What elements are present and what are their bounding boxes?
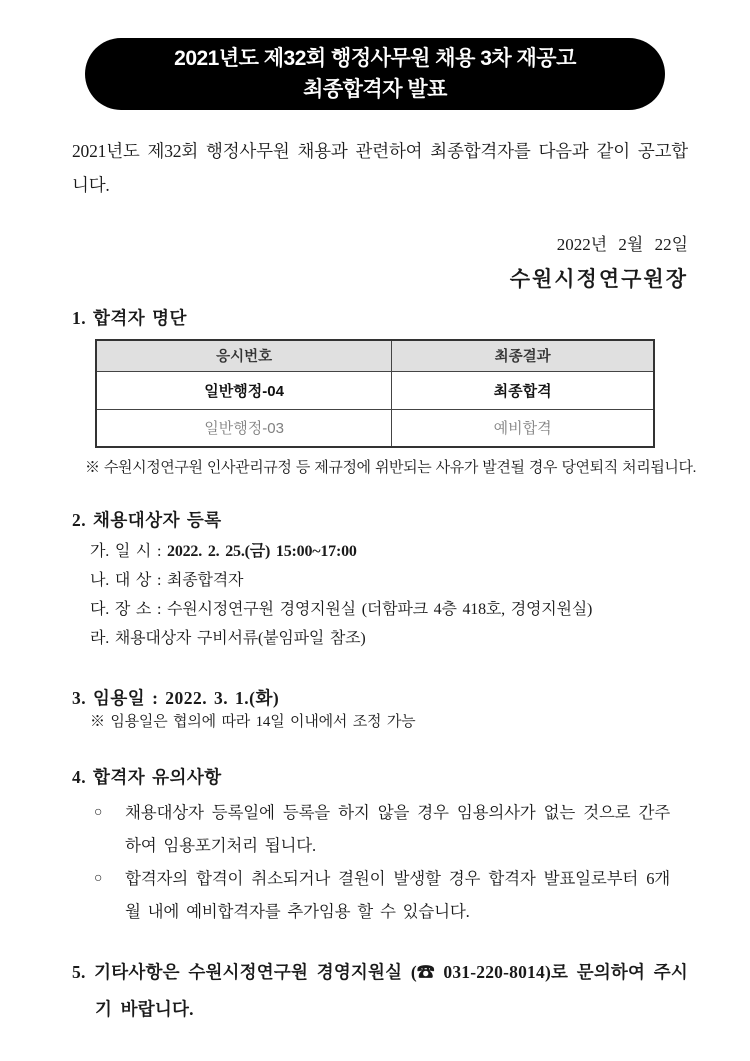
title-banner	[85, 38, 665, 110]
item-label: 나. 대 상 :	[90, 572, 168, 589]
bullet-text: 채용대상자 등록일에 등록을 하지 않을 경우 임용의사가 없는 것으로 간주하여 임용포기처리 됩니다.	[125, 803, 670, 855]
item-value: 수원시정연구원 경영지원실 (더함파크 4층 418호, 경영지원실)	[167, 601, 593, 618]
announcement-date: 2022년 2월 22일	[556, 235, 688, 254]
section2-items	[90, 537, 688, 653]
item-label: 가. 일 시 :	[90, 543, 168, 560]
list-item	[90, 566, 688, 595]
item-value: 채용대상자 구비서류(붙임파일 참조)	[114, 630, 366, 647]
item-value: 2022. 2. 25.(금) 15:00~17:00	[167, 543, 357, 560]
item-value: 최종합격자	[167, 572, 244, 589]
bullet-text: 합격자의 합격이 취소되거나 결원이 발생할 경우 합격자 발표일로부터 6개월 내에 예비합격자를 추가임용 할 수 있습니다.	[125, 869, 670, 921]
final-result-cell: 예비합격	[392, 409, 654, 447]
exam-number-cell: 일반행정-03	[96, 409, 392, 447]
final-result-cell: 최종합격	[392, 371, 654, 409]
table-row	[96, 409, 654, 447]
pass-list-table	[95, 339, 655, 448]
section5-contact-note: 5. 기타사항은 수원시정연구원 경영지원실 (☎ 031-220-8014)로 문의하여 주시기 바랍니다.	[72, 962, 688, 1019]
item-label: 라.	[90, 630, 115, 647]
list-item	[90, 595, 688, 624]
section1-heading: 1. 합격자 명단	[72, 308, 187, 328]
column-header-final-result: 최종결과	[392, 340, 654, 371]
issuer-name: 수원시정연구원장	[509, 267, 688, 291]
item-label: 다. 장 소 :	[90, 601, 168, 618]
list-item	[90, 624, 688, 653]
column-header-exam-number: 응시번호	[96, 340, 392, 371]
section4-bullets	[94, 796, 670, 928]
banner-title-line1: 2021년도 제32회 행정사무원 채용 3차 재공고	[174, 47, 576, 70]
section4-heading: 4. 합격자 유의사항	[72, 767, 222, 787]
table-header-row	[96, 340, 654, 371]
table-footnote: ※ 수원시정연구원 인사관리규정 등 제규정에 위반되는 사유가 발견될 경우 당연퇴직 처리됩니다.	[85, 460, 696, 476]
intro-paragraph: 2021년도 제32회 행정사무원 채용과 관련하여 최종합격자를 다음과 같이 공고합니다.	[72, 141, 688, 195]
banner-title-line2: 최종합격자 발표	[303, 78, 447, 101]
circle-bullet-icon: ○	[94, 871, 103, 886]
table-row	[96, 371, 654, 409]
list-item	[94, 862, 670, 928]
list-item	[90, 537, 688, 566]
list-item	[94, 796, 670, 862]
section2-heading: 2. 채용대상자 등록	[72, 510, 222, 530]
circle-bullet-icon: ○	[94, 805, 103, 820]
section3-footnote: ※ 임용일은 협의에 따라 14일 이내에서 조정 가능	[90, 714, 416, 730]
exam-number-cell: 일반행정-04	[96, 371, 392, 409]
section3-heading: 3. 임용일 : 2022. 3. 1.(화)	[72, 688, 280, 708]
